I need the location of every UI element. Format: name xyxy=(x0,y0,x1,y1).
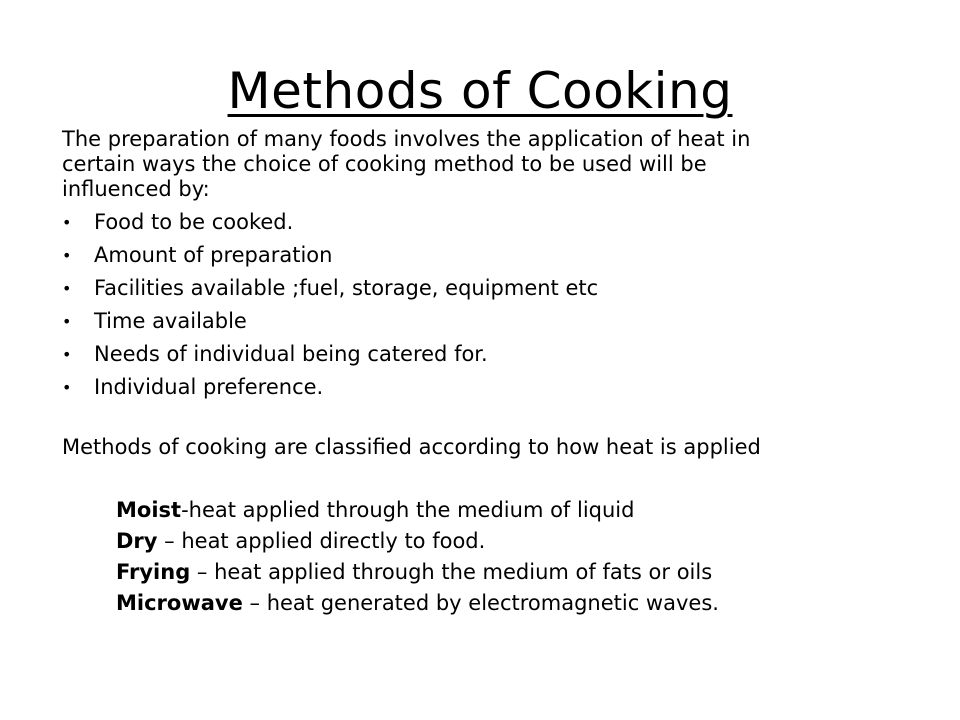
intro-line: certain ways the choice of cooking method to be used will be xyxy=(62,152,707,176)
list-item xyxy=(62,206,882,239)
influence-factors-list xyxy=(62,206,882,404)
method-description: – heat applied directly to food. xyxy=(157,529,486,553)
list-item xyxy=(62,239,882,272)
list-item-text: Needs of individual being catered for. xyxy=(94,342,488,366)
intro-line: influenced by: xyxy=(62,177,210,201)
intro-line: The preparation of many foods involves the application of heat in xyxy=(62,127,751,151)
slide-title xyxy=(0,58,960,124)
list-item-text: Individual preference. xyxy=(94,375,324,399)
slide-title-text: Methods of Cooking xyxy=(227,62,733,120)
classification-statement: Methods of cooking are classified according to how heat is applied xyxy=(62,435,761,459)
method-item xyxy=(116,588,719,619)
bullet-icon: • xyxy=(62,345,72,364)
bullet-icon: • xyxy=(62,378,72,397)
method-item xyxy=(116,526,719,557)
cooking-methods-list xyxy=(116,495,719,619)
bullet-icon: • xyxy=(62,312,72,331)
list-item xyxy=(62,338,882,371)
bullet-icon: • xyxy=(62,246,72,265)
method-item xyxy=(116,495,719,526)
list-item-text: Amount of preparation xyxy=(94,243,333,267)
method-term: Microwave xyxy=(116,591,243,615)
method-term: Moist xyxy=(116,498,182,522)
method-term: Frying xyxy=(116,560,191,584)
bullet-icon: • xyxy=(62,213,72,232)
list-item-text: Time available xyxy=(94,309,247,333)
list-item xyxy=(62,272,882,305)
list-item xyxy=(62,305,882,338)
method-term: Dry xyxy=(116,529,158,553)
list-item xyxy=(62,371,882,404)
method-description: – heat generated by electromagnetic waves. xyxy=(242,591,719,615)
method-description: -heat applied through the medium of liquid xyxy=(181,498,635,522)
list-item-text: Food to be cooked. xyxy=(94,210,294,234)
intro-paragraph xyxy=(62,127,882,202)
method-description: – heat applied through the medium of fats or oils xyxy=(190,560,713,584)
method-item xyxy=(116,557,719,588)
bullet-icon: • xyxy=(62,279,72,298)
list-item-text: Facilities available ;fuel, storage, equipment etc xyxy=(94,276,599,300)
